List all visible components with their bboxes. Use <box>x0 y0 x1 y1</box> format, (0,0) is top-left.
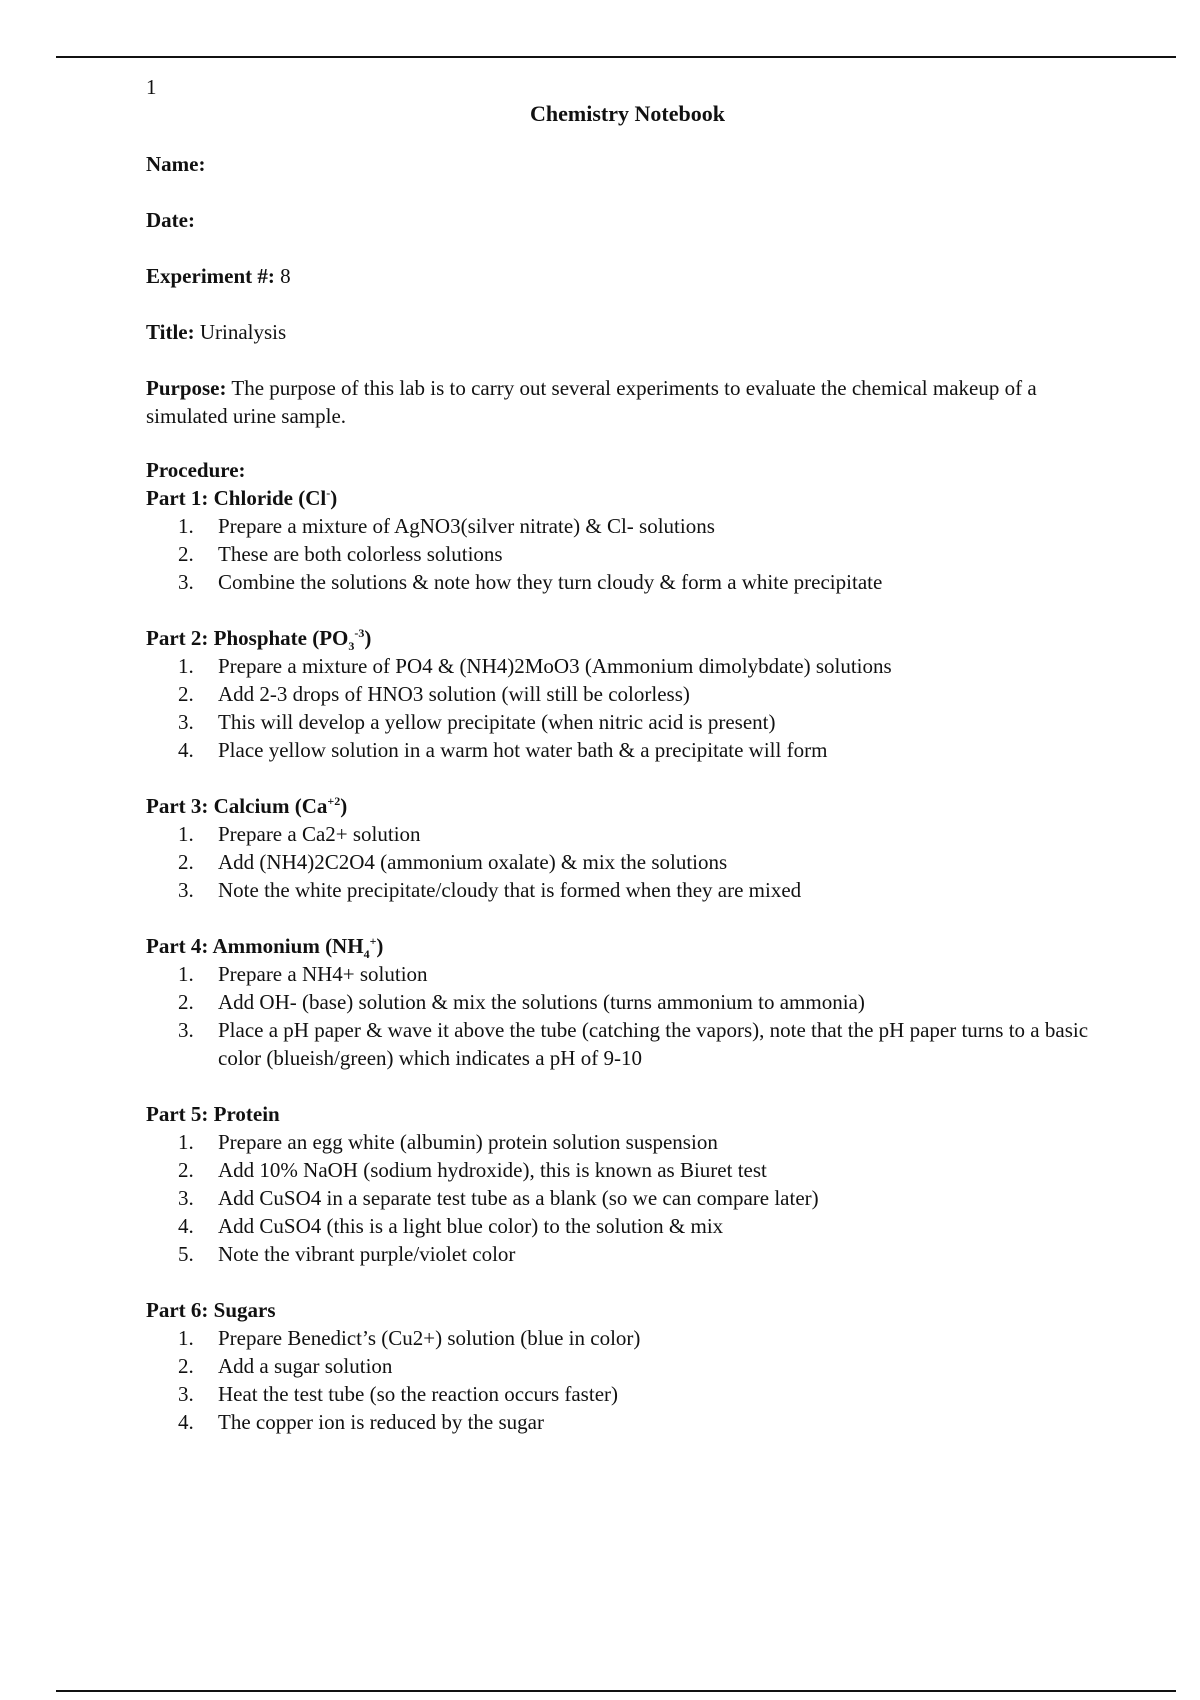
bottom-rule <box>56 1690 1176 1692</box>
step-number: 2. <box>178 990 194 1014</box>
name-field <box>146 150 1106 178</box>
step-number: 2. <box>178 1354 194 1378</box>
procedure-parts <box>146 484 1106 1436</box>
notebook-page <box>146 100 1106 1464</box>
experiment-field <box>146 262 1106 290</box>
step-text: Prepare an egg white (albumin) protein solution suspension <box>218 1130 718 1154</box>
top-rule <box>56 56 1176 58</box>
step-item <box>146 960 1106 988</box>
procedure-part <box>146 792 1106 904</box>
step-item <box>146 876 1106 904</box>
step-text: Note the white precipitate/cloudy that is formed when they are mixed <box>218 878 802 902</box>
step-number: 3. <box>178 1186 194 1210</box>
date-label: Date: <box>146 208 195 232</box>
step-number: 2. <box>178 850 194 874</box>
procedure-part <box>146 1100 1106 1268</box>
part-heading-label: Part 4: Ammonium (NH <box>146 934 364 958</box>
purpose-field <box>146 374 1106 430</box>
part-heading-label: Part 2: Phosphate (PO <box>146 626 349 650</box>
part-heading-suffix: ) <box>376 934 384 958</box>
step-number: 4. <box>178 1410 194 1434</box>
experiment-label: Experiment #: <box>146 264 275 288</box>
step-text: Prepare a NH4+ solution <box>218 962 428 986</box>
step-item <box>146 568 1106 596</box>
step-item <box>146 708 1106 736</box>
part-heading-suffix: ) <box>340 794 348 818</box>
part-heading <box>146 932 1106 960</box>
part-heading <box>146 1296 1106 1324</box>
step-item <box>146 1156 1106 1184</box>
procedure-heading: Procedure: <box>146 458 246 482</box>
step-number: 3. <box>178 1018 194 1042</box>
step-text: Place yellow solution in a warm hot water bath & a precipitate will form <box>218 738 828 762</box>
title-label: Title: <box>146 320 195 344</box>
title-field <box>146 318 1106 346</box>
part-heading-label: Part 5: Protein <box>146 1102 280 1126</box>
step-item <box>146 1240 1106 1268</box>
page-number: 1 <box>146 75 157 99</box>
step-list <box>146 960 1106 1072</box>
step-number: 3. <box>178 710 194 734</box>
step-item <box>146 652 1106 680</box>
step-list <box>146 652 1106 764</box>
step-list <box>146 1128 1106 1268</box>
part-heading <box>146 1100 1106 1128</box>
step-number: 3. <box>178 570 194 594</box>
step-item <box>146 1128 1106 1156</box>
step-text: This will develop a yellow precipitate (when nitric acid is present) <box>218 710 776 734</box>
step-item <box>146 1408 1106 1436</box>
step-item <box>146 820 1106 848</box>
step-text: Note the vibrant purple/violet color <box>218 1242 516 1266</box>
step-number: 1. <box>178 822 194 846</box>
step-number: 2. <box>178 542 194 566</box>
step-number: 1. <box>178 1130 194 1154</box>
part-heading-suffix: ) <box>364 626 372 650</box>
step-number: 1. <box>178 654 194 678</box>
title-value: Urinalysis <box>199 320 287 344</box>
procedure-part <box>146 1296 1106 1436</box>
step-text: Prepare a Ca2+ solution <box>218 822 421 846</box>
step-item <box>146 848 1106 876</box>
step-text: Add a sugar solution <box>218 1354 393 1378</box>
step-text: Place a pH paper & wave it above the tube (catching the vapors), note that the pH paper turns to a basic color (blueish/green) which indicates a pH of 9-10 <box>218 1018 1089 1070</box>
part-heading-subscript: 4 <box>363 947 370 962</box>
part-heading-subscript: 3 <box>348 639 355 654</box>
step-number: 2. <box>178 1158 194 1182</box>
step-item <box>146 1324 1106 1352</box>
step-item <box>146 1212 1106 1240</box>
step-text: Add 10% NaOH (sodium hydroxide), this is known as Biuret test <box>218 1158 767 1182</box>
step-text: Add CuSO4 (this is a light blue color) to the solution & mix <box>218 1214 724 1238</box>
part-heading-superscript: -3 <box>354 626 365 640</box>
step-item <box>146 540 1106 568</box>
procedure-part <box>146 932 1106 1072</box>
step-item <box>146 736 1106 764</box>
step-number: 4. <box>178 1214 194 1238</box>
step-item <box>146 1016 1106 1072</box>
step-list <box>146 1324 1106 1436</box>
step-list <box>146 512 1106 596</box>
part-heading-label: Part 1: Chloride (Cl <box>146 486 327 510</box>
procedure-part <box>146 624 1106 764</box>
step-number: 1. <box>178 1326 194 1350</box>
step-number: 4. <box>178 738 194 762</box>
part-heading <box>146 484 1106 512</box>
step-text: Add CuSO4 in a separate test tube as a blank (so we can compare later) <box>218 1186 819 1210</box>
part-heading <box>146 624 1106 652</box>
purpose-label: Purpose: <box>146 376 227 400</box>
part-heading <box>146 792 1106 820</box>
step-text: Prepare a mixture of PO4 & (NH4)2MoO3 (Ammonium dimolybdate) solutions <box>218 654 892 678</box>
step-number: 3. <box>178 1382 194 1406</box>
step-text: Combine the solutions & note how they turn cloudy & form a white precipitate <box>218 570 883 594</box>
procedure-part <box>146 484 1106 596</box>
experiment-value: 8 <box>280 264 291 288</box>
step-item <box>146 680 1106 708</box>
part-heading-superscript: - <box>326 486 331 500</box>
step-text: The copper ion is reduced by the sugar <box>218 1410 544 1434</box>
step-item <box>146 1380 1106 1408</box>
step-number: 1. <box>178 962 194 986</box>
step-number: 1. <box>178 514 194 538</box>
step-text: Add 2-3 drops of HNO3 solution (will still be colorless) <box>218 682 690 706</box>
step-item <box>146 1352 1106 1380</box>
step-text: Add OH- (base) solution & mix the solutions (turns ammonium to ammonia) <box>218 990 865 1014</box>
step-item <box>146 512 1106 540</box>
step-text: Add (NH4)2C2O4 (ammonium oxalate) & mix the solutions <box>218 850 728 874</box>
part-heading-label: Part 6: Sugars <box>146 1298 276 1322</box>
date-field <box>146 206 1106 234</box>
document-title: Chemistry Notebook <box>530 101 725 126</box>
name-label: Name: <box>146 152 206 176</box>
step-text: Heat the test tube (so the reaction occurs faster) <box>218 1382 618 1406</box>
part-heading-suffix: ) <box>330 486 338 510</box>
step-text: These are both colorless solutions <box>218 542 503 566</box>
step-number: 3. <box>178 878 194 902</box>
purpose-value: The purpose of this lab is to carry out several experiments to evaluate the chemical makeup of a simulated urine sample. <box>146 376 1037 428</box>
step-item <box>146 988 1106 1016</box>
part-heading-superscript: +2 <box>327 794 341 808</box>
part-heading-label: Part 3: Calcium (Ca <box>146 794 328 818</box>
step-text: Prepare Benedict’s (Cu2+) solution (blue in color) <box>218 1326 641 1350</box>
step-list <box>146 820 1106 904</box>
step-item <box>146 1184 1106 1212</box>
step-number: 5. <box>178 1242 194 1266</box>
step-number: 2. <box>178 682 194 706</box>
part-heading-superscript: + <box>369 934 377 948</box>
step-text: Prepare a mixture of AgNO3(silver nitrate) & Cl- solutions <box>218 514 715 538</box>
